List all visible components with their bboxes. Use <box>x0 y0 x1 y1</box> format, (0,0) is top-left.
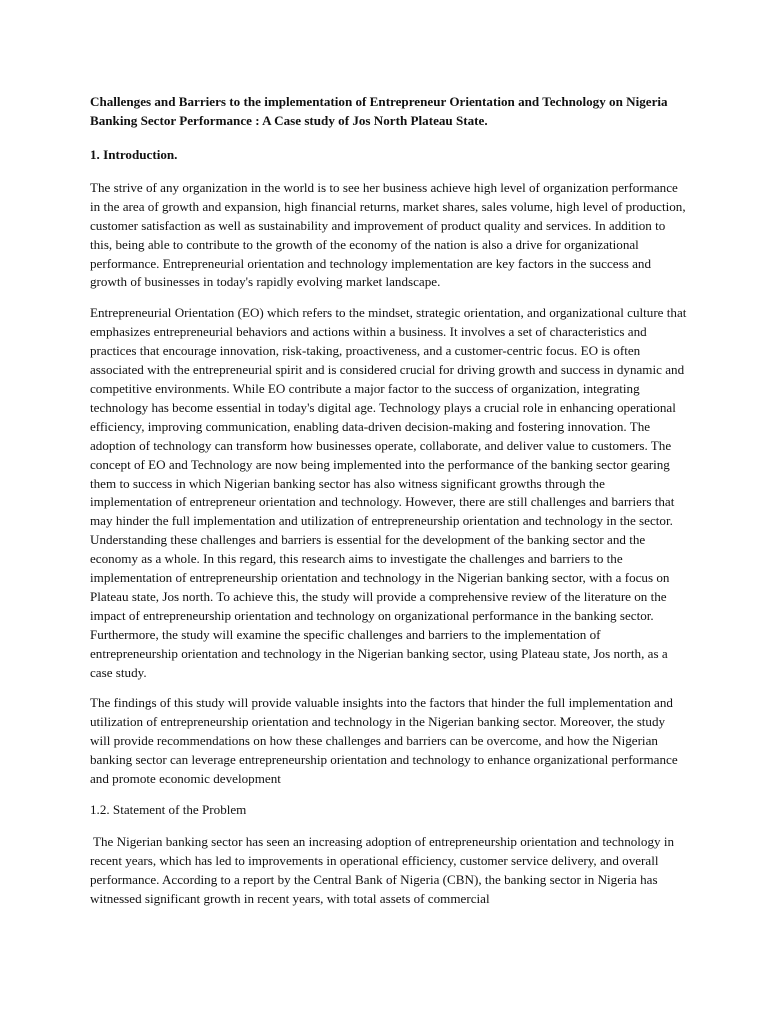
section-heading-introduction: 1. Introduction. <box>90 147 178 162</box>
section-heading-statement-of-problem: 1.2. Statement of the Problem <box>90 802 247 817</box>
paragraph-intro-3: The findings of this study will provide valuable insights into the factors that hinder the full implementation and utilization of entrepreneurship orientation and technology in the Nigerian banking sector. Moreover, the study will provide recommendations on how these challenges and barriers can be overcome, and how the Nigerian banking sector can leverage entrepreneurship orientation and technology to enhance organizational performance and promote economic development <box>90 695 678 787</box>
paragraph-problem-1: The Nigerian banking sector has seen an increasing adoption of entrepreneurship orientation and technology in recent years, which has led to improvements in operational efficiency, customer service delivery, and overall performance. According to a report by the Central Bank of Nigeria (CBN), the banking sector in Nigeria has witnessed significant growth in recent years, with total assets of commercial <box>90 833 675 906</box>
paragraph-intro-2: Entrepreneurial Orientation (EO) which refers to the mindset, strategic orientation, and organizational culture that emphasizes entrepreneurial behaviors and actions within a business. It involves a set of characteristics and practices that encourage innovation, risk-taking, proactiveness, and a customer-centric focus. EO is often associated with the entrepreneurial spirit and is considered crucial for driving growth and success in dynamic and competitive environments. While EO contribute a major factor to the success of organization, integrating technology has become essential in today's digital age. Technology plays a crucial role in enhancing operational efficiency, improving communication, enabling data-driven decision-making and fostering innovation. The adoption of technology can transform how businesses operate, collaborate, and deliver value to customers. The concept of EO and Technology are now being implemented into the performance of the banking sector gearing them to success in which Nigerian banking sector has also witness significant growths through the implementation of entrepreneur orientation and technology. However, there are still challenges and barriers that may hinder the full implementation and utilization of entrepreneurship orientation and technology in the sector. Understanding these challenges and barriers is essential for the development of the banking sector and the economy as a whole. In this regard, this research aims to investigate the challenges and barriers to the implementation of entrepreneurship orientation and technology in the Nigerian banking sector, with a focus on Plateau state, Jos north. To achieve this, the study will provide a comprehensive review of the literature on the impact of entrepreneurship orientation and technology on organizational performance in the banking sector. Furthermore, the study will examine the specific challenges and barriers to the implementation of entrepreneurship orientation and technology in the Nigerian banking sector, using Plateau state, Jos north, as a case study. <box>90 305 687 680</box>
document-title: Challenges and Barriers to the implementation of Entrepreneur Orientation and Technology on Nigeria Banking Sector Performance : A Case study of Jos North Plateau State. <box>90 94 668 128</box>
document-body <box>90 92 688 921</box>
paragraph-intro-1: The strive of any organization in the world is to see her business achieve high level of organization performance in the area of growth and expansion, high financial returns, market shares, sales volume, high level of production, customer satisfaction as well as sustainability and improvement of product quality and services. In addition to this, being able to contribute to the growth of the economy of the nation is also a drive for organizational performance. Entrepreneurial orientation and technology implementation are key factors in the success and growth of businesses in today's rapidly evolving market landscape. <box>90 179 686 290</box>
